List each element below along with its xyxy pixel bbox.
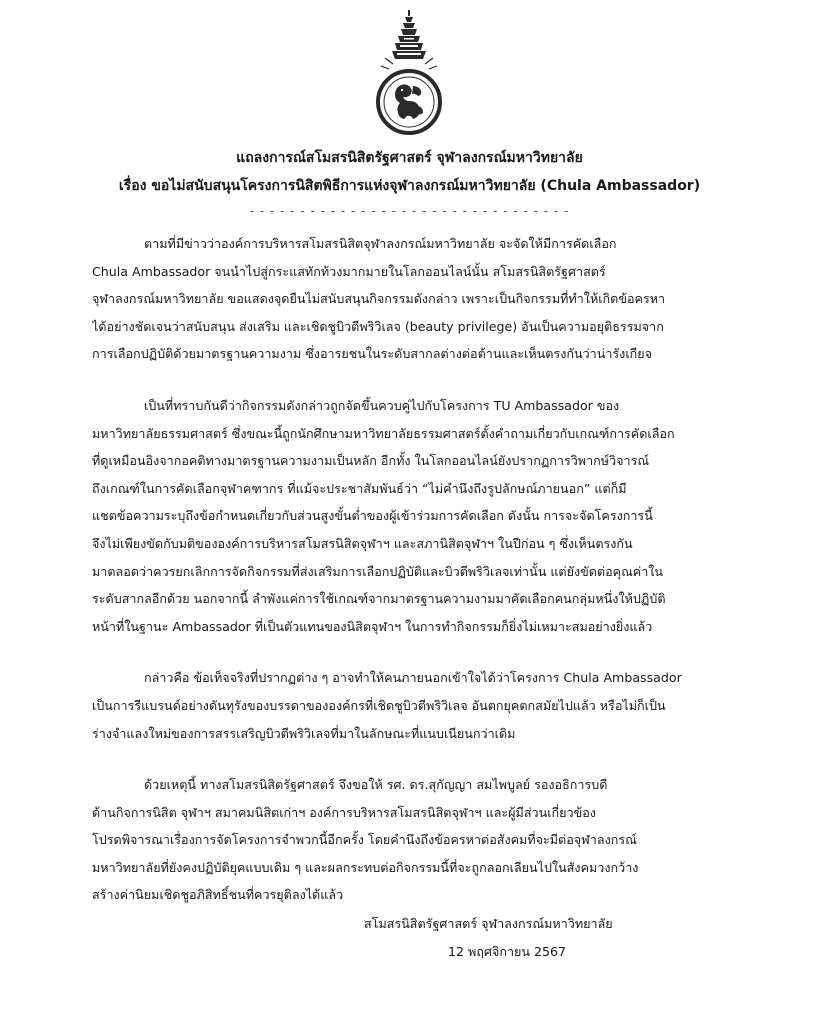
university-emblem-icon (371, 8, 447, 136)
paragraph-line: ที่ดูเหมือนอิงจากอคติทางมาตรฐานความงามเป็นหลัก อีกทั้ง ในโลกออนไลน์ยังปรากฏการวิพากษ์วิจารณ์ (92, 453, 650, 469)
signature-date: 12 พฤศจิกายน 2567 (448, 944, 567, 959)
paragraph-line: มหาวิทยาลัยธรรมศาสตร์ ซึ่งขณะนี้ถูกนักศึกษามหาวิทยาลัยธรรมศาสตร์ตั้งคำถามเกี่ยวกับเกณฑ์การคัดเลือก (92, 425, 675, 441)
signature-organization: สโมสรนิสิตรัฐศาสตร์ จุฬาลงกรณ์มหาวิทยาลัย (364, 916, 613, 931)
paragraph-line: แชตข้อความระบุถึงข้อกำหนดเกี่ยวกับส่วนสูงขั้นต่ำของผู้เข้าร่วมการคัดเลือก ดังนั้น การจะจัดโครงการนี้ (92, 508, 653, 524)
paragraph-1 (92, 230, 746, 368)
paragraph-line: ถึงเกณฑ์ในการคัดเลือกจุฬาคฑากร ที่แม้จะประชาสัมพันธ์ว่า “ไม่คำนึงถึงรูปลักษณ์ภายนอก” แต่ก็มี (92, 480, 627, 496)
paragraph-line: ร่างจำแลงใหม่ของการสรรเสริญบิวตีพริวิเลจที่มาในลักษณะที่แนบเนียนกว่าเดิม (92, 725, 516, 741)
signature-block (364, 910, 684, 966)
paragraph-line: ด้วยเหตุนี้ ทางสโมสรนิสิตรัฐศาสตร์ จึงขอให้ รศ. ดร.สุกัญญา สมไพบูลย์ รองอธิการบดี (144, 777, 608, 793)
paragraph-line: ได้อย่างชัดเจนว่าสนับสนุน ส่งเสริม และเชิดชูบิวตีพริวิเลจ (beauty privilege) อันเป็นความอยุติธรรมจาก (92, 318, 664, 334)
paragraph-2 (92, 392, 746, 640)
paragraph-line: จุฬาลงกรณ์มหาวิทยาลัย ขอแสดงจุดยืนไม่สนับสนุนกิจกรรมดังกล่าว เพราะเป็นกิจกรรมที่ทำให้เกิดข้อครหา (92, 291, 666, 307)
paragraph-3 (92, 664, 746, 747)
statement-body (92, 230, 746, 933)
paragraph-line: มาตลอดว่าควรยกเลิกการจัดกิจกรรมที่ส่งเสริมการเลือกปฏิบัติและบิวตีพริวิเลจเท่านั้น แต่ยังขัดต่อคุณค่าใน (92, 563, 664, 579)
paragraph-line: สร้างค่านิยมเชิดชูอภิสิทธิ์ชนที่ควรยุติลงได้แล้ว (92, 887, 344, 903)
statement-title: แถลงการณ์สโมสรนิสิตรัฐศาสตร์ จุฬาลงกรณ์มหาวิทยาลัย (236, 150, 583, 166)
statement-subject: เรื่อง ขอไม่สนับสนุนโครงการนิสิตพิธีการแห่งจุฬาลงกรณ์มหาวิทยาลัย (Chula Ambassador) (118, 178, 701, 194)
paragraph-line: จึงไม่เพียงขัดกับมติขององค์การบริหารสโมสรนิสิตจุฬาฯ และสภานิสิตจุฬาฯ ในปีก่อน ๆ ซึ่งเห็นตรงกัน (92, 535, 633, 551)
heading-divider: - - - - - - - - - - - - - - - - - - - - - - - - - - - - - - - - (249, 204, 570, 218)
paragraph-line: การเลือกปฏิบัติด้วยมาตรฐานความงาม ซึ่งอารยชนในระดับสากลต่างต่อต้านและเห็นตรงกันว่าน่ารังเกียจ (92, 346, 653, 362)
paragraph-line: เป็นที่ทราบกันดีว่ากิจกรรมดังกล่าวถูกจัดขึ้นควบคู่ไปกับโครงการ TU Ambassador ของ (144, 397, 620, 413)
paragraph-line: มหาวิทยาลัยที่ยังคงปฏิบัติยุคแบบเดิม ๆ และผลกระทบต่อกิจกรรมนี้ที่จะถูกลอกเลียนไปในสังคมวงกว้าง (92, 859, 639, 875)
paragraph-line: โปรดพิจารณาเรื่องการจัดโครงการจำพวกนี้อีกครั้ง โดยคำนึงถึงข้อครหาต่อสังคมที่จะมีต่อจุฬาลงกรณ์ (92, 832, 637, 848)
paragraph-line: ตามที่มีข่าวว่าองค์การบริหารสโมสรนิสิตจุฬาลงกรณ์มหาวิทยาลัย จะจัดให้มีการคัดเลือก (144, 236, 617, 251)
paragraph-line: ระดับสากลอีกด้วย นอกจากนี้ ลำพังแค่การใช้เกณฑ์จากมาตรฐานความงามมาคัดเลือกคนกลุ่มหนึ่งให้ปฏิบัติ (92, 591, 666, 607)
paragraph-line: Chula Ambassador จนนำไปสู่กระแสทักท้วงมากมายในโลกออนไลน์นั้น สโมสรนิสิตรัฐศาสตร์ (92, 263, 606, 279)
paragraph-line: ด้านกิจการนิสิต จุฬาฯ สมาคมนิสิตเก่าฯ องค์การบริหารสโมสรนิสิตจุฬาฯ และผู้มีส่วนเกี่ยวข้อง (92, 804, 596, 820)
paragraph-line: กล่าวคือ ข้อเท็จจริงที่ปรากฏต่าง ๆ อาจทำให้คนภายนอกเข้าใจได้ว่าโครงการ Chula Ambassador (144, 670, 682, 686)
paragraph-line: เป็นการรีแบรนด์อย่างดันทุรังของบรรดาขององค์กรที่เชิดชูบิวตีพริวิเลจ อันตกยุคตกสมัยไปแล้ว หรือไม่ก็เป็น (92, 697, 666, 713)
paragraph-line: หน้าที่ในฐานะ Ambassador ที่เป็นตัวแทนของนิสิตจุฬาฯ ในการทำกิจกรรมก็ยิ่งไม่เหมาะสมอย่างยิ่งแล้ว (92, 618, 653, 634)
paragraph-4 (92, 771, 746, 909)
